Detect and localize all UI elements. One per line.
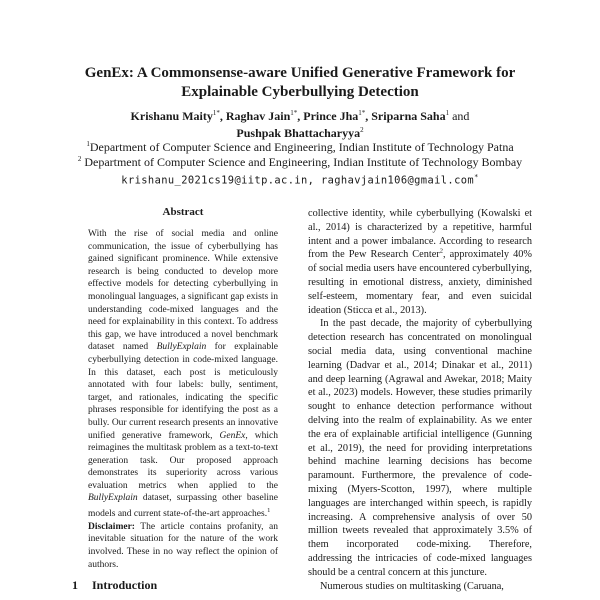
abstract-paragraph (88, 228, 278, 521)
author-name: Sriparna Saha (371, 109, 446, 123)
body-text: collective identity, while cyberbullying (Kowalski et al., 2014) is characterized by a repetitive, harmful intent and a power imbalance. According to research from the Pew Research Center (308, 208, 532, 261)
author-name: Raghav Jain (225, 109, 291, 123)
affiliation-2 (40, 155, 560, 170)
abstract-text: , which reimagines the multitask problem as a text-to-text generation task. Our proposed approach demonstrates its superiority across various evaluation metrics when applied to the (88, 430, 278, 491)
title-line-2: Explainable Cyberbullying Detection (181, 84, 419, 100)
affiliation-text: Department of Computer Science and Engineering, Indian Institute of Technology Patna (89, 140, 514, 154)
author-affiliation-mark: 1* (290, 109, 298, 117)
author-name: Krishanu Maity (130, 109, 213, 123)
section-number: 1 (72, 578, 78, 592)
affiliations (40, 140, 560, 170)
author-emails (40, 170, 560, 187)
author-affiliation-mark: 1* (212, 109, 220, 117)
body-paragraph (308, 207, 532, 317)
author-list (40, 108, 560, 142)
email-2: raghavjain106@gmail.com (320, 174, 475, 187)
body-paragraph: In the past decade, the majority of cyberbullying detection research has concentrated on monolingual social media data, using conventional machine learning (Dadvar et al., 2014; Dinakar et al., 2011) and deep learning (Agrawal and Awekar, 2018; Maity et al., 2023) models. However, these studies primarily sought to enhance detection performance without delving into the realm of explainability. As we enter the era of explainable artificial intelligence (Gunning et al., 2019), the need for providing interpretations behind machine learning decisions has become paramount. Furthermore, the prevalence of code-mixing (Myers-Scotton, 1997), where multiple languages are interchanged within speech, is rapidly increasing. A comprehensive analysis of over 50 million tweets revealed that approximately 3.5% of them incorporated code-mixing. Therefore, addressing the intricacies of code-mixed languages should be a central concern at this juncture. (308, 318, 532, 578)
footnote-mark: 2 (439, 247, 443, 255)
abstract-body (88, 228, 278, 571)
affiliation-mark: 1 (86, 140, 90, 148)
disclaimer-label: Disclaimer: (88, 521, 135, 532)
email-1: krishanu_2021cs19@iitp.ac.in, (121, 174, 315, 187)
body-paragraph: Numerous studies on multitasking (Caruana, (320, 580, 504, 592)
author-affiliation-mark: 1* (358, 109, 366, 117)
section-title: Introduction (92, 578, 158, 592)
right-column-body (308, 207, 532, 593)
affiliation-mark: 2 (77, 155, 82, 163)
dataset-name: BullyExplain (156, 342, 207, 353)
paper-title (40, 64, 560, 102)
section-heading-introduction (72, 578, 157, 593)
author-affiliation-mark: 2 (360, 126, 364, 134)
author-line-1: Krishanu Maity$^{1*}$, Raghav Jain$^{1*}$, Prince Jha$^{1*}$, Sriparna Saha$^1$ and (130, 109, 470, 123)
model-name: GenEx (219, 430, 246, 441)
title-line-1: GenEx: A Commonsense-aware Unified Generative Framework for (84, 65, 516, 81)
dataset-name: BullyExplain (88, 493, 138, 504)
author-affiliation-mark: 1 (445, 109, 450, 117)
body-text: , approximately 40% of social media users have encountered cyberbullying, resulting in emotional distress, anxiety, diminished self-esteem, momentary fear, and even suicidal ideation (Sticca et al., 2013). (308, 249, 532, 316)
disclaimer (88, 521, 278, 571)
disclaimer-text: The article contains profanity, an inevitable situation for the nature of the work involved. These in no way reflect the opinion of authors. (88, 521, 278, 570)
footnote-mark: 1 (267, 507, 271, 515)
abstract-heading: Abstract (162, 206, 204, 218)
affiliation-1 (40, 140, 560, 155)
abstract-text: With the rise of social media and online communication, the issue of cyberbullying has gained significant prominence. While extensive research is being conducted to develop more effective models for detecting cyberbullying in monolingual languages, a significant gap exists in understanding code-mixed languages and the need for explainability in this context. To address this gap, we have introduced a novel benchmark dataset named (88, 229, 278, 353)
author-name: Prince Jha (303, 109, 359, 123)
abstract-text: for explainable cyberbullying detection in code-mixed language. In this dataset, each post is meticulously annotated with four labels: bully, sentiment, target, and rationales, indicating the specific phrases responsible for identifying the post as a bully. Our current research presents an innovative unified generative framework, (88, 342, 278, 441)
author-conjunction: and (452, 109, 470, 123)
author-name: Pushpak Bhattacharyya (236, 126, 361, 140)
email-footnote-mark: * (474, 173, 479, 181)
abstract-text: dataset, surpassing other baseline models and current state-of-the-art approaches. (88, 493, 278, 520)
affiliation-text: Department of Computer Science and Engineering, Indian Institute of Technology Bombay (84, 155, 523, 169)
